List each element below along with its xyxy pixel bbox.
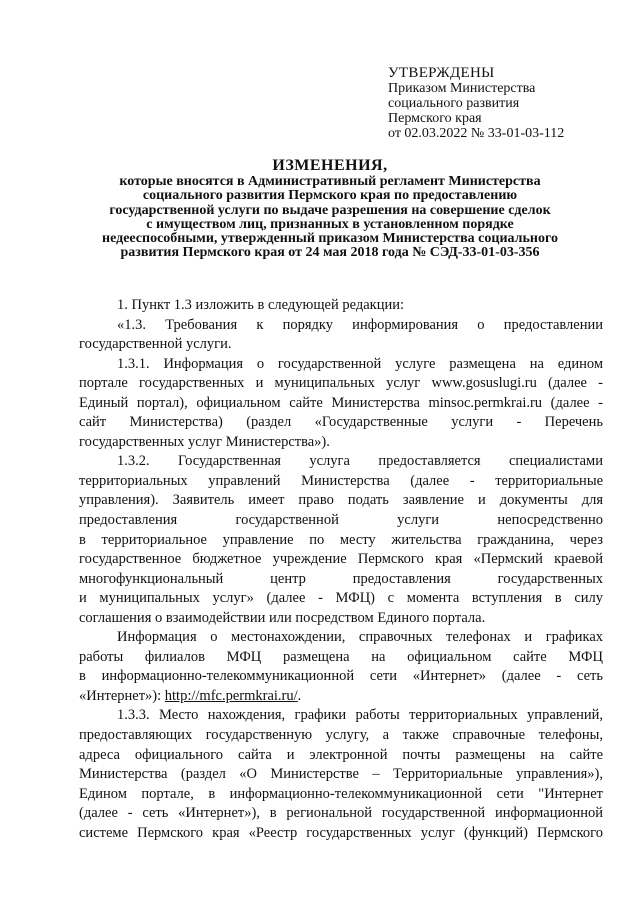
paragraph-line: соглашения о взаимодействии или посредством Единого портала. xyxy=(79,609,486,626)
paragraph-line: предоставляющих государственную услугу, а также справочные телефоны, xyxy=(79,727,603,744)
title-line: которые вносятся в Административный регламент Министерства xyxy=(119,174,541,189)
paragraph-line: Едином портале, в информационно-телекоммуникационной сети "Интернет xyxy=(79,785,603,802)
paragraph-line: 1. Пункт 1.3 изложить в следующей редакции: xyxy=(117,297,405,313)
paragraph-line: Информация о местонахождении, справочных телефонах и графиках xyxy=(117,629,603,646)
paragraph-line: адреса официального сайта и электронной почты размещены на сайте xyxy=(79,746,603,763)
paragraph-line: управления). Заявитель имеет право подать заявление и документы для xyxy=(79,492,603,509)
document-title xyxy=(60,157,600,261)
title-line: с имуществом лиц, признанных в установленном порядке xyxy=(146,216,514,232)
paragraph-line: (далее - сеть «Интернет»), в региональной государственной информационной xyxy=(79,805,603,822)
title-heading: ИЗМЕНЕНИЯ, xyxy=(272,157,388,174)
paragraph-line: государственное бюджетное учреждение Пермского края «Пермский краевой xyxy=(79,551,603,568)
paragraph-line: Единый портал), официальном сайте Министерства minsoc.permkrai.ru (далее - xyxy=(79,394,603,411)
paragraph-line: 1.3.3. Место нахождения, графики работы территориальных управлений, xyxy=(117,707,603,724)
paragraph-line: в территориальное управление по месту жительства гражданина, через xyxy=(79,531,603,548)
paragraph-text: «Интернет»): xyxy=(79,687,165,704)
approval-date-number: от 02.03.2022 № 33-01-03-112 xyxy=(388,126,565,141)
paragraph-line: сайт Министерства) (раздел «Государственные услуги - Перечень xyxy=(79,414,603,431)
paragraph-line: в информационно-телекоммуникационной сети «Интернет» (далее - сеть xyxy=(79,668,603,685)
paragraph-line: 1.3.2. Государственная услуга предоставляется специалистами xyxy=(117,453,603,470)
paragraph-line: «1.3. Требования к порядку информирования о предоставлении xyxy=(117,316,603,333)
mfc-website-link[interactable]: http://mfc.permkrai.ru/ xyxy=(164,687,298,704)
paragraph-line: работы филиалов МФЦ размещена на официальном сайте МФЦ xyxy=(79,648,603,665)
title-line: социального развития Пермского края по предоставлению xyxy=(142,188,518,204)
paragraph-line xyxy=(79,687,603,707)
approval-line: социального развития xyxy=(388,96,520,111)
title-line: государственной услуги по выдаче разрешения на совершение сделок xyxy=(109,202,551,218)
approval-line: Приказом Министерства xyxy=(388,81,536,96)
approval-stamp xyxy=(388,66,628,141)
approval-heading: УТВЕРЖДЕНЫ xyxy=(388,65,495,81)
paragraph-line: 1.3.1. Информация о государственной услуге размещена на едином xyxy=(117,355,603,372)
document-body xyxy=(79,296,603,843)
paragraph-text: . xyxy=(297,687,302,704)
paragraph-line: системе Пермского края «Реестр государственных услуг (функций) Пермского xyxy=(79,824,603,841)
paragraph-line: государственной услуги. xyxy=(79,336,232,353)
title-line: развития Пермского края от 24 мая 2018 года № СЭД-33-01-03-356 xyxy=(120,245,540,261)
approval-line: Пермского края xyxy=(388,111,482,126)
paragraph-line: многофункциональный центр предоставления государственных xyxy=(79,570,603,587)
paragraph-line: и муниципальных услуг» (далее - МФЦ) с момента вступления в силу xyxy=(79,590,603,607)
title-line: недееспособными, утвержденный приказом Министерства социального xyxy=(102,231,558,247)
paragraph-line: портале государственных и муниципальных услуг www.gosuslugi.ru (далее - xyxy=(79,375,603,392)
paragraph-line: территориальных управлений Министерства (далее - территориальные xyxy=(79,472,603,489)
paragraph-line: предоставления государственной услуги непосредственно xyxy=(79,512,603,529)
paragraph-line: Министерства (раздел «О Министерстве – Территориальные управления»), xyxy=(79,766,603,783)
paragraph-line: государственных услуг Министерства»). xyxy=(79,433,330,450)
